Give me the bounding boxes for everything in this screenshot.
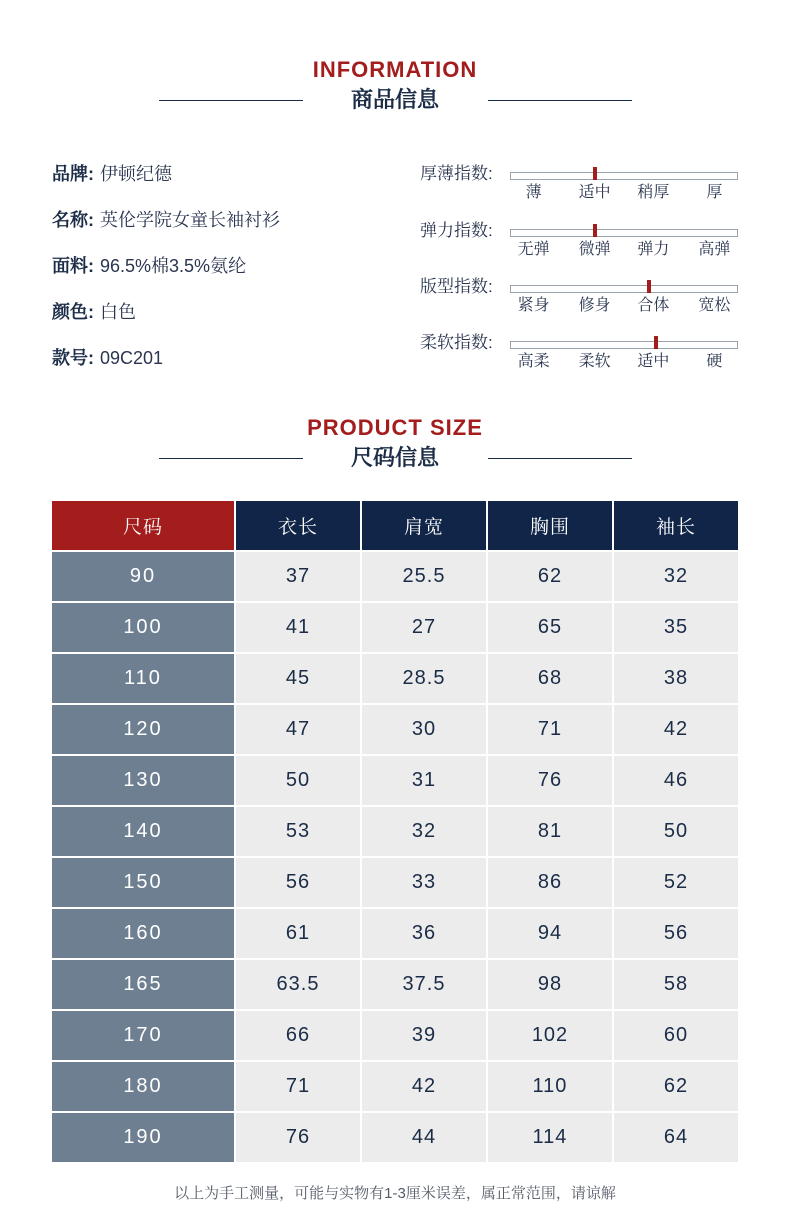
- divider-line-left: [159, 458, 303, 459]
- measure-cell: 71: [487, 704, 613, 755]
- index-scale-bar: [510, 229, 738, 237]
- measure-cell: 102: [487, 1010, 613, 1061]
- measure-cell: 62: [613, 1061, 738, 1112]
- header-size: 尺码: [52, 501, 235, 551]
- index-option: 适中: [637, 353, 670, 370]
- measure-cell: 110: [487, 1061, 613, 1112]
- index-option: 厚: [706, 184, 723, 201]
- size-cell: 150: [52, 857, 235, 908]
- index-scale-bar: [510, 285, 738, 293]
- size-cell: 140: [52, 806, 235, 857]
- info-row-name: [52, 206, 280, 252]
- table-row: [52, 602, 738, 653]
- table-row: [52, 704, 738, 755]
- header-length: 衣长: [235, 501, 361, 551]
- index-option: 微弹: [578, 241, 611, 258]
- measure-cell: 76: [487, 755, 613, 806]
- header-shoulder: 肩宽: [361, 501, 487, 551]
- measure-cell: 53: [235, 806, 361, 857]
- table-row: [52, 908, 738, 959]
- size-cell: 130: [52, 755, 235, 806]
- size-cell: 120: [52, 704, 235, 755]
- index-option: 柔软: [578, 353, 611, 370]
- footer-note: 以上为手工测量，可能与实物有1-3厘米误差，属正常范围，请谅解: [174, 1185, 616, 1202]
- info-value: 白色: [100, 302, 136, 322]
- info-value: 96.5%棉3.5%氨纶: [100, 256, 247, 276]
- info-cn-title-row: [0, 86, 790, 114]
- index-option: 紧身: [517, 297, 550, 314]
- measure-cell: 62: [487, 551, 613, 602]
- measure-cell: 33: [361, 857, 487, 908]
- info-key: 面料:: [52, 256, 94, 276]
- size-cell: 180: [52, 1061, 235, 1112]
- info-key: 颜色:: [52, 302, 94, 322]
- info-row-style-number: [52, 344, 280, 390]
- size-cell: 160: [52, 908, 235, 959]
- measure-cell: 56: [235, 857, 361, 908]
- size-table-header-row: [52, 501, 738, 551]
- index-marker: [593, 167, 597, 180]
- index-option: 合体: [637, 297, 670, 314]
- measure-cell: 66: [235, 1010, 361, 1061]
- size-section-header: [0, 416, 790, 472]
- measure-cell: 37: [235, 551, 361, 602]
- size-cell: 100: [52, 602, 235, 653]
- measure-cell: 36: [361, 908, 487, 959]
- index-option: 宽松: [698, 297, 731, 314]
- measure-cell: 35: [613, 602, 738, 653]
- index-option: 高柔: [517, 353, 550, 370]
- softness-index: [420, 331, 740, 371]
- measure-cell: 98: [487, 959, 613, 1010]
- index-option: 无弹: [517, 241, 550, 258]
- measure-cell: 50: [235, 755, 361, 806]
- product-info-list: [52, 160, 280, 390]
- index-option: 薄: [525, 184, 542, 201]
- measure-cell: 71: [235, 1061, 361, 1112]
- size-cell: 190: [52, 1112, 235, 1163]
- measure-cell: 61: [235, 908, 361, 959]
- elasticity-index: [420, 219, 740, 259]
- size-cell: 170: [52, 1010, 235, 1061]
- measure-cell: 41: [235, 602, 361, 653]
- divider-line-left: [159, 100, 303, 101]
- info-value: 英伦学院女童长袖衬衫: [100, 210, 280, 230]
- index-scale-bar: [510, 172, 738, 180]
- measure-cell: 46: [613, 755, 738, 806]
- table-row: [52, 1112, 738, 1163]
- measure-cell: 31: [361, 755, 487, 806]
- index-label: 柔软指数:: [420, 333, 493, 352]
- size-en-title: PRODUCT SIZE: [307, 415, 483, 440]
- measure-cell: 50: [613, 806, 738, 857]
- table-row: [52, 1010, 738, 1061]
- info-row-fabric: [52, 252, 280, 298]
- measure-cell: 32: [613, 551, 738, 602]
- index-marker: [647, 280, 651, 293]
- measure-cell: 94: [487, 908, 613, 959]
- info-cn-title: 商品信息: [350, 87, 439, 112]
- size-table-body: [52, 551, 738, 1163]
- index-option: 高弹: [698, 241, 731, 258]
- table-row: [52, 806, 738, 857]
- fit-index: [420, 275, 740, 315]
- info-key: 品牌:: [52, 164, 94, 184]
- header-chest: 胸围: [487, 501, 613, 551]
- measure-cell: 47: [235, 704, 361, 755]
- index-label: 弹力指数:: [420, 221, 493, 240]
- measure-cell: 52: [613, 857, 738, 908]
- index-option: 修身: [578, 297, 611, 314]
- measure-cell: 64: [613, 1112, 738, 1163]
- table-row: [52, 653, 738, 704]
- size-cn-title-row: [0, 444, 790, 472]
- measure-cell: 114: [487, 1112, 613, 1163]
- measure-cell: 58: [613, 959, 738, 1010]
- index-scale-bar: [510, 341, 738, 349]
- index-label: 版型指数:: [420, 277, 493, 296]
- table-row: [52, 755, 738, 806]
- measure-cell: 76: [235, 1112, 361, 1163]
- measure-cell: 65: [487, 602, 613, 653]
- thickness-index: [420, 162, 740, 202]
- info-row-color: [52, 298, 280, 344]
- info-row-brand: [52, 160, 280, 206]
- divider-line-right: [488, 458, 632, 459]
- measure-cell: 38: [613, 653, 738, 704]
- header-sleeve: 袖长: [613, 501, 738, 551]
- info-value: 09C201: [100, 348, 164, 368]
- measure-cell: 32: [361, 806, 487, 857]
- measure-cell: 44: [361, 1112, 487, 1163]
- info-key: 名称:: [52, 210, 94, 230]
- info-en-title: INFORMATION: [312, 57, 478, 82]
- table-row: [52, 551, 738, 602]
- size-table: [52, 501, 738, 1164]
- measure-cell: 42: [613, 704, 738, 755]
- measure-cell: 28.5: [361, 653, 487, 704]
- measure-cell: 27: [361, 602, 487, 653]
- index-label: 厚薄指数:: [420, 164, 493, 183]
- index-marker: [654, 336, 658, 349]
- index-option: 弹力: [637, 241, 670, 258]
- measure-cell: 42: [361, 1061, 487, 1112]
- index-option: 适中: [578, 184, 611, 201]
- size-cell: 110: [52, 653, 235, 704]
- table-row: [52, 959, 738, 1010]
- size-cell: 165: [52, 959, 235, 1010]
- measure-cell: 30: [361, 704, 487, 755]
- measure-cell: 68: [487, 653, 613, 704]
- size-cell: 90: [52, 551, 235, 602]
- measure-cell: 81: [487, 806, 613, 857]
- index-option: 稍厚: [637, 184, 670, 201]
- measure-cell: 39: [361, 1010, 487, 1061]
- measure-cell: 56: [613, 908, 738, 959]
- table-row: [52, 1061, 738, 1112]
- measure-cell: 45: [235, 653, 361, 704]
- info-key: 款号:: [52, 348, 94, 368]
- measure-cell: 86: [487, 857, 613, 908]
- info-section-header: [0, 58, 790, 114]
- measure-cell: 37.5: [361, 959, 487, 1010]
- measure-cell: 60: [613, 1010, 738, 1061]
- divider-line-right: [488, 100, 632, 101]
- size-cn-title: 尺码信息: [350, 445, 439, 470]
- table-row: [52, 857, 738, 908]
- index-marker: [593, 224, 597, 237]
- measure-cell: 25.5: [361, 551, 487, 602]
- info-value: 伊顿纪德: [100, 164, 172, 184]
- measure-cell: 63.5: [235, 959, 361, 1010]
- index-option: 硬: [706, 353, 723, 370]
